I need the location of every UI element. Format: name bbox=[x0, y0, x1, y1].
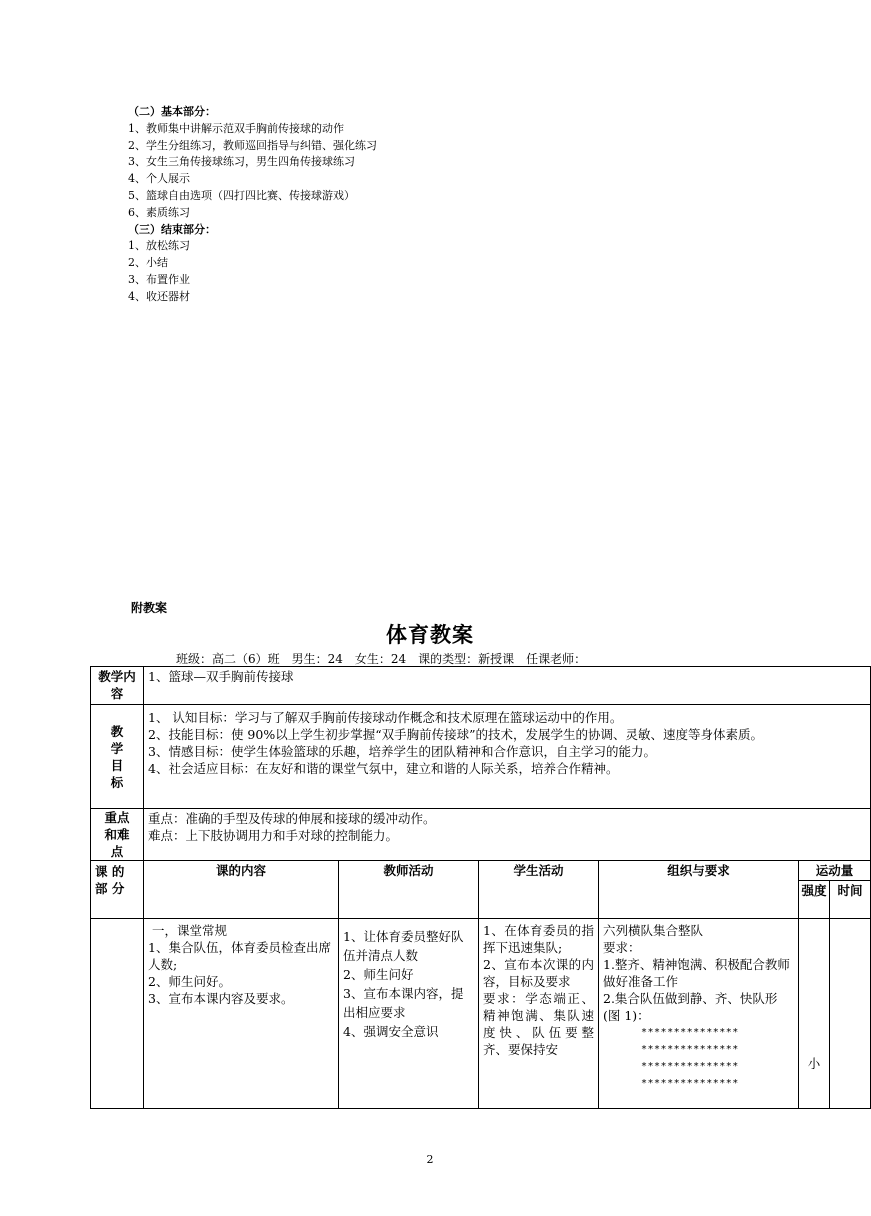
outline-item: 6、素质练习 bbox=[128, 205, 190, 219]
goals-label: 教学目标 bbox=[91, 705, 144, 809]
lesson-content-cell bbox=[144, 919, 339, 1109]
lesson-plan-table bbox=[90, 666, 871, 1109]
list-item: 2、宣布本次课的内容，目标及要求 bbox=[483, 957, 594, 989]
header-student-activity: 学生活动 bbox=[479, 861, 599, 919]
goal-item: 4、社会适应目标：在友好和谐的课堂气氛中，建立和谐的人际关系，培养合作精神。 bbox=[148, 761, 619, 776]
list-item: 1、在体育委员的指挥下迅速集队; bbox=[483, 923, 594, 955]
key-point: 重点：准确的手型及传球的伸展和接球的缓冲动作。 bbox=[148, 811, 436, 826]
formation-row: *************** bbox=[641, 1078, 739, 1089]
key-points-row bbox=[91, 809, 871, 861]
header-teacher-activity: 教师活动 bbox=[339, 861, 479, 919]
student-activity-cell bbox=[479, 919, 599, 1109]
list-item: 3、宣布本课内容及要求。 bbox=[148, 991, 294, 1006]
outline-item: 2、学生分组练习，教师巡回指导与纠错、强化练习 bbox=[128, 138, 377, 152]
header-exercise-load: 运动量 bbox=[799, 861, 871, 881]
header-intensity: 强度 bbox=[799, 881, 830, 919]
lesson-plan-table-wrapper bbox=[90, 666, 870, 1112]
list-item: 一，课堂常规 bbox=[152, 923, 228, 938]
goal-item: 3、情感目标：使学生体验篮球的乐趣，培养学生的团队精神和合作意识，自主学习的能力。 bbox=[148, 744, 656, 759]
header-organization: 组织与要求 bbox=[599, 861, 799, 919]
list-item: 六列横队集合整队 bbox=[603, 923, 704, 938]
content-row bbox=[91, 667, 871, 705]
teacher-activity-cell bbox=[339, 919, 479, 1109]
list-item: 1、让体育委员整好队伍并清点人数 bbox=[343, 929, 464, 963]
class-info-line: 班级：高二（6）班 男生：24 女生：24 课的类型：新授课 任课老师： bbox=[176, 652, 587, 666]
key-points-label: 重点和难点 bbox=[91, 809, 144, 861]
formation-row: *************** bbox=[641, 1044, 739, 1055]
page-number: 2 bbox=[426, 1153, 434, 1166]
organization-cell bbox=[599, 919, 799, 1109]
document-title: 体育教案 bbox=[386, 622, 474, 647]
time-value bbox=[830, 919, 871, 1109]
formation-row: *************** bbox=[641, 1027, 739, 1038]
end-part-heading: （三）结束部分： bbox=[128, 222, 216, 236]
column-header-row bbox=[91, 861, 871, 881]
outline-item: 3、女生三角传接球练习，男生四角传接球练习 bbox=[128, 155, 355, 169]
list-item: 3、宣布本课内容，提出相应要求 bbox=[343, 986, 464, 1020]
list-item: 2、师生问好 bbox=[343, 967, 414, 982]
table-row bbox=[91, 919, 871, 1109]
list-item: 2.集合队伍做到静、齐、快队形(图 1)： bbox=[603, 991, 778, 1023]
outline-item: 4、个人展示 bbox=[128, 172, 190, 186]
header-lesson-content: 课的内容 bbox=[144, 861, 339, 919]
goals-row bbox=[91, 705, 871, 809]
list-item: 4、强调安全意识 bbox=[343, 1024, 439, 1039]
key-point: 难点：上下肢协调用力和手对球的控制能力。 bbox=[148, 828, 399, 843]
lesson-part-cell bbox=[91, 919, 144, 1109]
header-lesson-part: 课 的 部 分 bbox=[91, 861, 144, 919]
content-label: 教学内容 bbox=[91, 667, 144, 705]
goals-cell bbox=[144, 705, 871, 809]
lesson-outline bbox=[128, 104, 377, 306]
formation-row: *************** bbox=[641, 1061, 739, 1072]
content-value: 1、篮球—双手胸前传接球 bbox=[144, 667, 871, 705]
outline-item: 1、教师集中讲解示范双手胸前传接球的动作 bbox=[128, 121, 344, 135]
list-item: 2、师生问好。 bbox=[148, 974, 231, 989]
goal-item: 1、 认知目标：学习与了解双手胸前传接球动作概念和技术原理在篮球运动中的作用。 bbox=[148, 710, 623, 725]
list-item: 1、集合队伍，体育委员检查出席人数; bbox=[148, 940, 331, 972]
basic-part-heading: （二）基本部分： bbox=[128, 105, 216, 118]
key-points-cell bbox=[144, 809, 871, 861]
list-item: 1.整齐、精神饱满、积极配合教师做好准备工作 bbox=[603, 957, 790, 989]
outline-item: 4、收还器材 bbox=[128, 289, 190, 303]
appendix-label: 附教案 bbox=[131, 601, 168, 615]
intensity-value: 小 bbox=[799, 919, 830, 1109]
outline-item: 2、小结 bbox=[128, 256, 168, 270]
outline-item: 5、篮球自由选项（四打四比赛、传接球游戏） bbox=[128, 188, 355, 202]
outline-item: 3、布置作业 bbox=[128, 272, 190, 286]
list-item: 要求： bbox=[603, 940, 641, 955]
header-time: 时间 bbox=[830, 881, 871, 919]
outline-item: 1、放松练习 bbox=[128, 239, 190, 253]
list-item: 要求：学态端正、精神饱满、集队速度快、队伍要整齐、要保持安 bbox=[483, 991, 594, 1057]
goal-item: 2、技能目标：使 90%以上学生初步掌握“双手胸前传接球”的技术，发展学生的协调、灵敏、速度等身体素质。 bbox=[148, 727, 763, 742]
